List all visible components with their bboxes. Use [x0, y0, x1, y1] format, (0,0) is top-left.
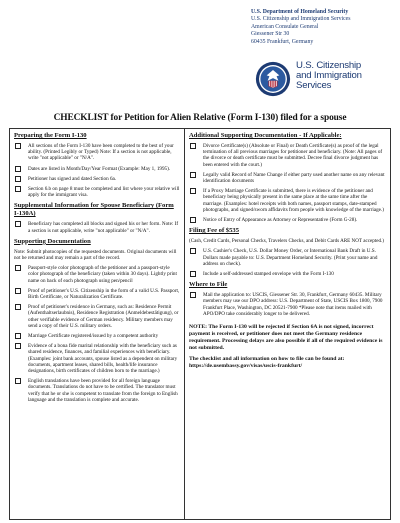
- checklist-item: Divorce Certificate(s) (Absolute or Final) or Death Certificate(s) as proof of the legal termination of all previous marriages for petitioner and beneficiary. (Note: All pages of the divorce or death certificate must be submitted. Decree final divorce judgment has been entered with the court.): [189, 143, 387, 168]
- section-heading: Preparing the Form I-130: [14, 132, 87, 139]
- checklist-item: U.S. Cashier's Check, U.S. Dollar Money Order, or International Bank Draft in U.S. Dollars made payable to: U.S. Department Homeland Security. (Print your name and address on check).: [189, 248, 387, 267]
- checklist-item: English translations have been provided for all foreign language documents. Translations do not have to be certified. The translator must verify that he or she is competent to translate from the foreign to English language and the translation is complete and accurate.: [14, 378, 180, 403]
- agency-line: 60435 Frankfurt, Germany: [251, 38, 314, 45]
- agency-line: Giessener Str 30: [251, 31, 290, 38]
- agency-line: U.S. Citizenship and Immigration Services: [251, 16, 351, 23]
- checkbox[interactable]: [190, 188, 196, 194]
- checklist-item: Notice of Entry of Appearance as Attorney or Representative (Form G-28).: [189, 217, 387, 223]
- checkbox[interactable]: [15, 304, 21, 310]
- checkbox[interactable]: [190, 292, 196, 298]
- checkbox[interactable]: [190, 248, 196, 254]
- column-divider: [184, 128, 185, 520]
- checkbox[interactable]: [15, 166, 21, 172]
- dhs-seal-icon: [255, 61, 291, 97]
- rejection-note: NOTE: The Form I-130 will be rejected if Section 6A is not signed, incorrect payment is received, or petitioner does not meet the Germany residence requirement. Processing delays are also possible if all of the required evidence is not submitted.: [189, 324, 383, 352]
- checklist-item: Include a self-addressed stamped envelope with the Form I-130: [189, 271, 387, 277]
- checklist-item: Marriage Certificate registered/issued by a competent authority: [14, 333, 180, 339]
- checklist-item: Proof of petitioner's residence in Germany, such as: Residence Permit (Aufenthaltserlaubnis), Residence Registration (Anmeldebestätigung), or other verifiable evidence of German residency. Military members may send a copy of their U.S. military orders.: [14, 304, 180, 329]
- checkbox[interactable]: [15, 378, 21, 384]
- checkbox[interactable]: [190, 172, 196, 178]
- checkbox[interactable]: [15, 143, 21, 149]
- checkbox[interactable]: [190, 271, 196, 277]
- agency-address: [251, 9, 400, 46]
- section-note: Note: Submit photocopies of the requested documents. Original documents will not be returned and may remain a part of the record.: [14, 248, 177, 262]
- agency-line: U.S. Department of Homeland Security: [251, 9, 349, 15]
- agency-line: American Consulate General: [251, 23, 319, 30]
- left-column: [14, 132, 180, 407]
- checklist-item: Petitioner has signed and dated Section 6a.: [14, 176, 180, 182]
- checklist-item: Dates are listed in Month/Day/Year Format (Example: May 1, 1995).: [14, 166, 180, 172]
- checkbox[interactable]: [15, 265, 21, 271]
- checkbox[interactable]: [15, 176, 21, 182]
- checklist-item: Mail the application to: USCIS, Giessener Str. 30, Frankfurt, Germany 60435. Military members may use our DPO address: U.S. Department of State, USCIS Box 1800, 7900 Frankfurt Place, Washington, DC 20521-7900 *Please note that items mailed with APO/DPO take considerably longer to be delivered.: [189, 292, 387, 317]
- section-note: (Cash, Credit Cards, Personal Checks, Travelers Checks, and Debit Cards ARE NOT accepted.): [189, 238, 384, 245]
- uscis-wordmark: U.S. Citizenship and Immigration Services: [296, 60, 362, 91]
- right-column: [189, 132, 387, 374]
- checkbox[interactable]: [15, 343, 21, 349]
- checkbox[interactable]: [15, 288, 21, 294]
- checklist-item: Passport-style color photograph of the petitioner and a passport-style color photograph of the beneficiary (taken within 30 days). Lightly print name on back of each photograph using pen/pencil: [14, 265, 180, 284]
- checklist-item: If a Proxy Marriage Certificate is submitted, there is evidence of the petitioner and beneficiary being physically present in the same place at the same time after the marriage. (Examples: hotel receipts with both names, passport stamps, date-stamped photographs, and signed/sworn affidavits from people with knowledge of the marriage.): [189, 188, 387, 213]
- checklist-item: Section 6.b on page 8 must be completed and list where your relative will apply for the immigrant visa.: [14, 186, 180, 198]
- checklist-item: Beneficiary has completed all blocks and signed his or her form. Note: If a section is not applicable, write "not applicable" or "N/A".: [14, 221, 180, 233]
- checkbox[interactable]: [15, 186, 21, 192]
- checkbox[interactable]: [190, 143, 196, 149]
- checklist-link-note[interactable]: The checklist and all information on how to file can be found at: https://de.usembassy.gov/visas/uscis-frankfurt/: [189, 356, 345, 370]
- checklist-item: Legally valid Record of Name Change if either party used another name on any relevant identification documents: [189, 172, 387, 184]
- checkbox[interactable]: [190, 217, 196, 223]
- header: [0, 0, 400, 113]
- section-heading: Filing Fee of $535: [189, 227, 239, 235]
- checklist-item: Evidence of a bona fide marital relationship with the beneficiary such as shared residence, finances, and familial experiences with beneficiary. (Examples: joint bank accounts, spouse listed as a dependent on military documents, apartment leases, shared bills, health/life insurance designations, birth certificates of children born to the marriage.): [14, 343, 180, 374]
- page-title: CHECKLIST for Petition for Alien Relative (Form I-130) filed for a spouse: [53, 113, 347, 123]
- section-heading: Where to File: [189, 281, 228, 289]
- checkbox[interactable]: [15, 333, 21, 339]
- checklist-item: All sections of the Form I-130 have been completed to the best of your ability. (Printed Legibly or Typed) Note: If a section is not applicable, write "not applicable" or "N/A".: [14, 143, 180, 162]
- section-heading: Supporting Documentation: [14, 237, 91, 245]
- checkbox[interactable]: [15, 221, 21, 227]
- section-heading: Supplemental Information for Spouse Beneficiary (Form I-130A): [14, 202, 174, 218]
- section-heading: Additional Supporting Documentation - If Applicable:: [189, 132, 342, 139]
- checklist-item: Proof of petitioner's U.S. Citizenship in the form of a valid U.S. Passport, Birth Certificate, or Naturalization Certificate.: [14, 288, 180, 300]
